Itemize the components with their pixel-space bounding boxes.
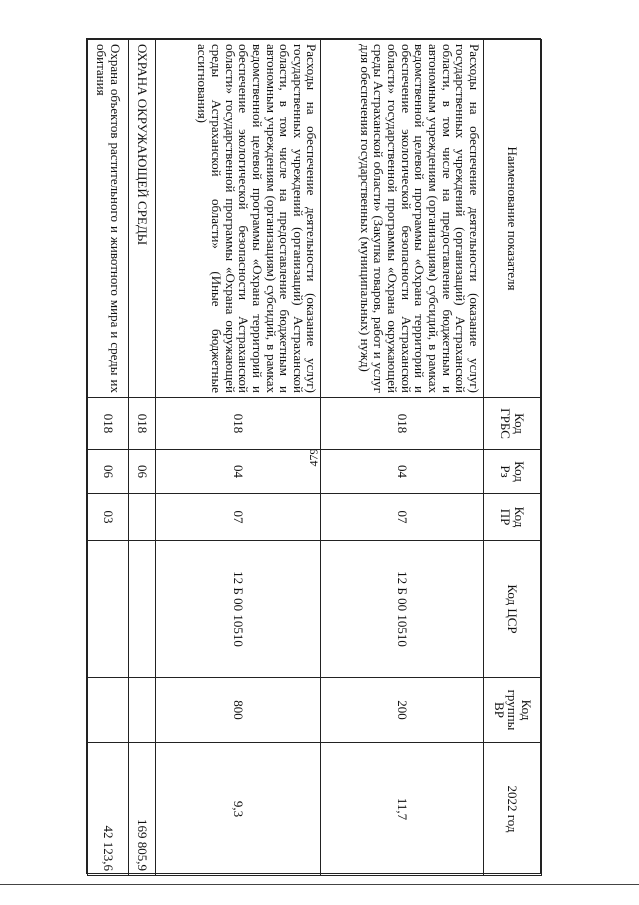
row-grbs: 018 bbox=[321, 398, 483, 450]
row-vr: 800 bbox=[155, 678, 321, 743]
table-row bbox=[321, 40, 483, 876]
header-year: 2022 год bbox=[483, 743, 541, 876]
row-pr bbox=[128, 494, 155, 541]
row-rz: 04 bbox=[321, 450, 483, 494]
row-value: 169 805,9 bbox=[128, 743, 155, 876]
row-csr bbox=[88, 541, 129, 678]
row-vr bbox=[128, 678, 155, 743]
row-csr: 12 Б 00 10510 bbox=[321, 541, 483, 678]
row-pr: 03 bbox=[88, 494, 129, 541]
row-vr bbox=[88, 678, 129, 743]
budget-table bbox=[87, 39, 542, 876]
header-vr: Код группы ВР bbox=[483, 678, 541, 743]
row-name: ОХРАНА ОКРУЖАЮЩЕЙ СРЕДЫ bbox=[128, 40, 155, 398]
row-csr bbox=[128, 541, 155, 678]
header-pr: Код ПР bbox=[483, 494, 541, 541]
page-bottom-rule bbox=[0, 884, 639, 885]
row-grbs: 018 bbox=[128, 398, 155, 450]
row-value: 9,3 bbox=[155, 743, 321, 876]
header-csr: Код ЦСР bbox=[483, 541, 541, 678]
header-rz: Код Рз bbox=[483, 450, 541, 494]
row-pr: 07 bbox=[321, 494, 483, 541]
row-name: Расходы на обеспечение деятельности (оказание услуг) государственных учреждений (организаций) Астраханской области, в том числе на предоставление бюджетным и автономным учреждениям (организациям) субсидий, в рамках ведомственной целевой программы «Охрана территорий и обеспечение экологической безопасности Астраханской области» государственной программы «Охрана окружающей среды Астраханской области» (Закупка товаров, работ и услуг для обеспечения государственных (муниципальных) нужд) bbox=[321, 40, 483, 398]
row-pr: 07 bbox=[155, 494, 321, 541]
row-vr: 200 bbox=[321, 678, 483, 743]
row-name: Охрана объектов растительного и животного мира и среды их обитания bbox=[88, 40, 129, 398]
table-row bbox=[88, 40, 129, 876]
table-row bbox=[155, 40, 321, 876]
table-row bbox=[128, 40, 155, 876]
row-grbs: 018 bbox=[88, 398, 129, 450]
header-grbs: Код ГРБС bbox=[483, 398, 541, 450]
row-value: 42 123,6 bbox=[88, 743, 129, 876]
header-name: Наименование показателя bbox=[483, 40, 541, 398]
row-rz: 04 bbox=[155, 450, 321, 494]
budget-table-sheet bbox=[86, 38, 541, 874]
row-name: Расходы на обеспечение деятельности (оказание услуг) государственных учреждений (организаций) Астраханской области, в том числе на предоставление бюджетным и автономным учреждениям (организациям) субсидий, в рамках ведомственной целевой программы «Охрана территорий и обеспечение экологической безопасности Астраханской области» государственной программы «Охрана окружающей среды Астраханской области» (Иные бюджетные ассигнования) bbox=[155, 40, 321, 398]
header-row bbox=[483, 40, 541, 876]
row-rz: 06 bbox=[128, 450, 155, 494]
row-value: 11,7 bbox=[321, 743, 483, 876]
page-number: 479 bbox=[306, 448, 321, 467]
row-grbs: 018 bbox=[155, 398, 321, 450]
row-csr: 12 Б 00 10510 bbox=[155, 541, 321, 678]
row-rz: 06 bbox=[88, 450, 129, 494]
rotated-table-wrapper bbox=[87, 39, 542, 875]
